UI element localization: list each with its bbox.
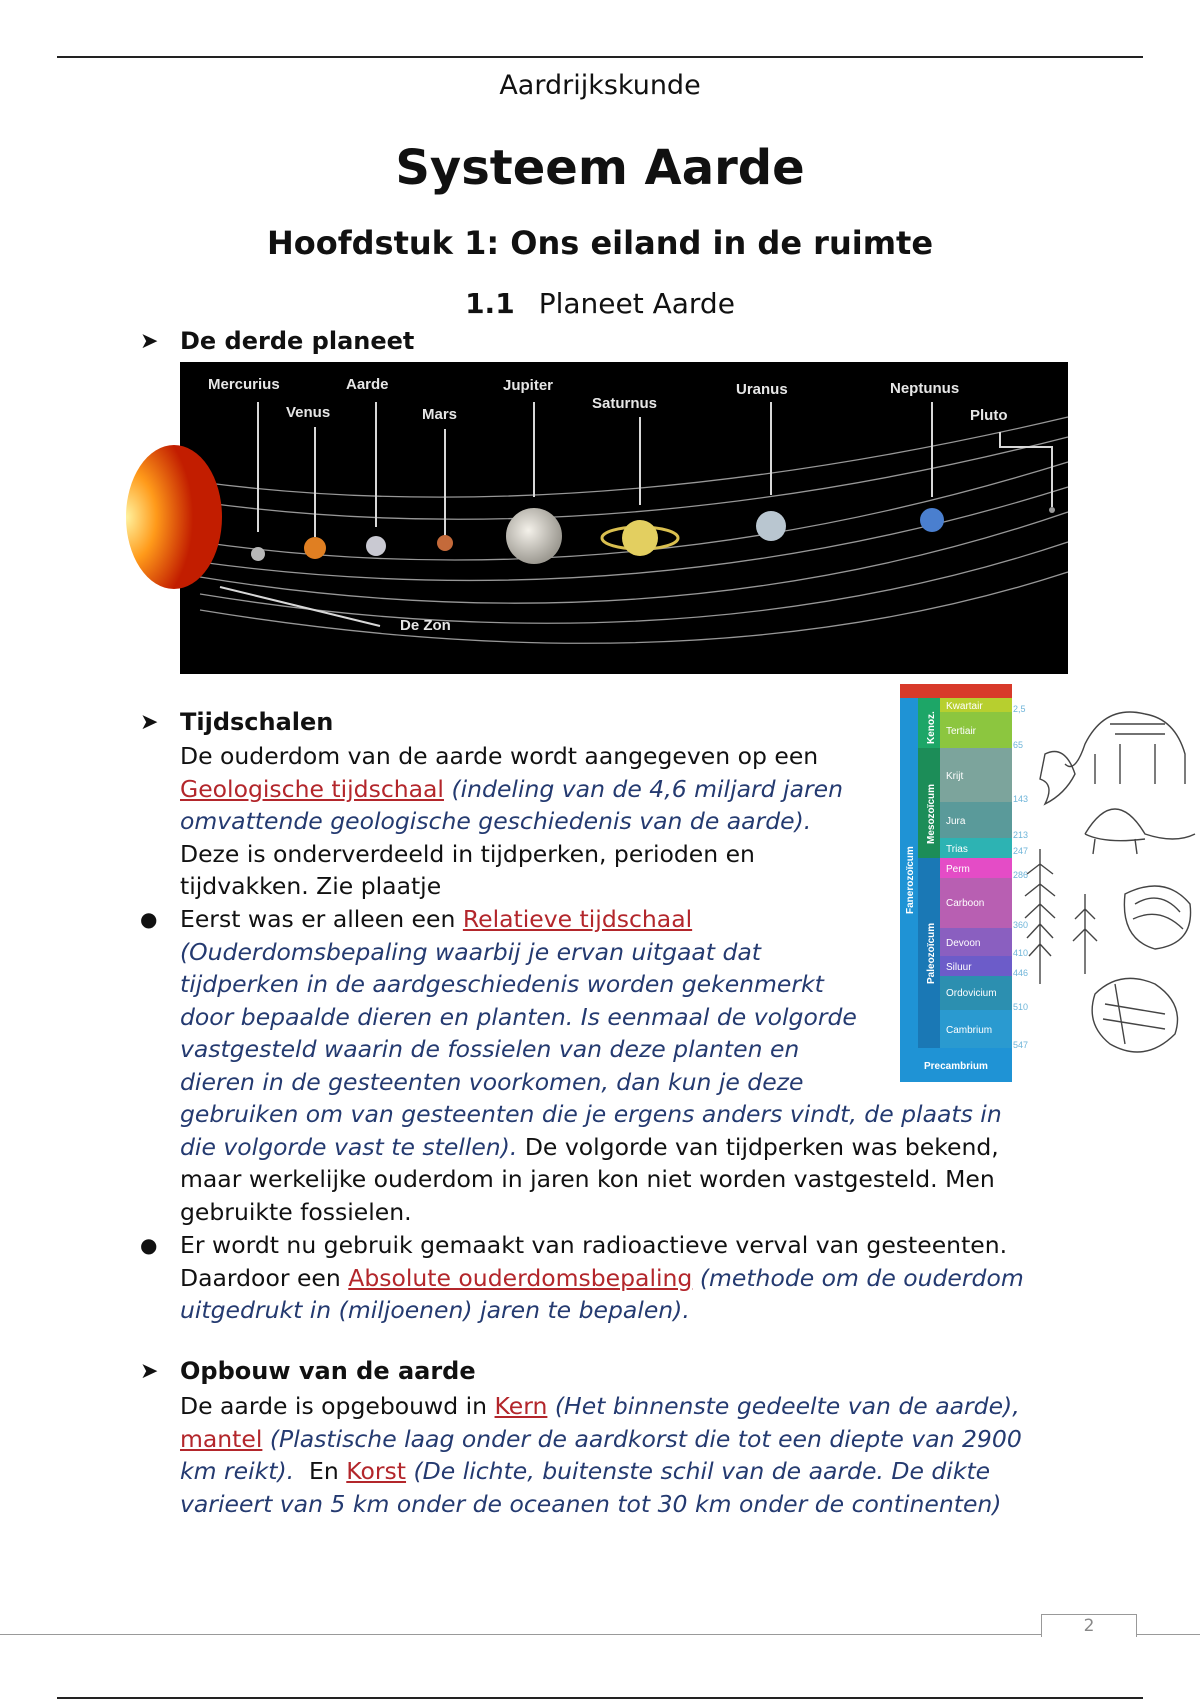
heading-tijdschalen-label: Tijdschalen <box>180 708 334 736</box>
age-4: 247 <box>1013 846 1029 856</box>
def-relatief-3: door bepaalde dieren en planten. Is eenmaal de volgorde <box>180 1002 857 1031</box>
age-1: 65 <box>1013 740 1024 750</box>
heading-opbouw-label: Opbouw van de aarde <box>180 1357 476 1385</box>
age-9: 510 <box>1013 1002 1029 1012</box>
solar-system-illustration <box>180 362 1068 674</box>
label-mars: Mars <box>422 406 458 423</box>
period-carboon: Carboon <box>946 898 985 909</box>
planet-mercurius <box>251 547 265 561</box>
def-relatief-2: tijdperken in de aardgeschiedenis worden gekenmerkt <box>180 970 824 998</box>
period-siluur: Siluur <box>946 962 972 973</box>
header-subject: Aardrijkskunde <box>499 70 701 101</box>
bullet2-lead: Daardoor een <box>180 1263 341 1292</box>
period-perm: Perm <box>946 864 970 875</box>
planet-jupiter <box>506 508 562 564</box>
def-relatief-6: gebruiken om van gesteenten die je ergens anders vindt, de plaats in <box>180 1100 1002 1128</box>
era-kenozoicum: Kenoz. <box>926 711 937 744</box>
age-3: 213 <box>1013 830 1029 840</box>
term-mantel: mantel <box>180 1424 263 1453</box>
label-jupiter: Jupiter <box>503 377 554 394</box>
tijdschalen-intro <box>180 740 900 903</box>
def-geologisch-1: (indeling van de 4,6 miljard jaren <box>451 774 843 803</box>
age-5: 286 <box>1013 870 1029 880</box>
term-kern: Kern <box>494 1392 548 1420</box>
def-kern: (Het binnenste gedeelte van de aarde), <box>554 1392 1020 1420</box>
intro-line: De ouderdom van de aarde wordt aangegeven op een <box>180 742 819 770</box>
eon-precambrium: Precambrium <box>924 1061 988 1072</box>
bullet1-tail-1: De volgorde van tijdperken was bekend, <box>517 1132 999 1161</box>
def-relatief-5: dieren in de gesteenten voorkomen, dan kun je deze <box>180 1067 804 1096</box>
planet-aarde <box>366 536 386 556</box>
label-venus: Venus <box>286 404 331 421</box>
def-relatief-7: die volgorde vast te stellen). <box>180 1132 518 1161</box>
planet-mars <box>437 535 453 551</box>
age-0: 2,5 <box>1013 704 1026 714</box>
period-krijt: Krijt <box>946 771 964 782</box>
section-label: Planeet Aarde <box>538 287 735 320</box>
label-uranus: Uranus <box>736 381 788 398</box>
page-title: Systeem Aarde <box>395 140 805 196</box>
term-geologische-tijdschaal: Geologische tijdschaal <box>180 774 444 803</box>
age-6: 360 <box>1013 920 1029 930</box>
arrow-bullet-icon: ➤ <box>140 1358 159 1384</box>
planet-venus <box>304 537 326 559</box>
period-devoon: Devoon <box>946 938 981 949</box>
bullet1-lead: Eerst was er alleen een <box>180 905 456 933</box>
era-paleozoicum: Paleozoïcum <box>926 922 937 984</box>
bullet1-tail-3: gebruikte fossielen. <box>180 1197 412 1226</box>
label-neptunus: Neptunus <box>890 380 960 397</box>
heading-tijdschalen <box>140 708 333 736</box>
def-relatief-4: vastgesteld waarin de fossielen van deze planten en <box>180 1035 800 1063</box>
solar-system-image <box>180 362 1068 674</box>
period-kwartair: Kwartair <box>946 701 983 712</box>
def-korst-1: (De lichte, buitenste schil van de aarde. De dikte <box>413 1457 991 1485</box>
age-10: 547 <box>1013 1040 1029 1050</box>
planet-neptunus <box>920 508 944 532</box>
mammoth-skeleton-sketch <box>1065 712 1185 784</box>
bullet2-line-1: Er wordt nu gebruik gemaakt van radioactieve verval van gesteenten. <box>180 1231 1008 1259</box>
def-absoluut-2: uitgedrukt in (miljoenen) jaren te bepalen). <box>180 1296 690 1324</box>
def-mantel-2: km reikt). <box>180 1457 295 1485</box>
bullet-relatieve-tijdschaal <box>140 903 1060 1228</box>
period-trias: Trias <box>946 844 968 855</box>
bullet1-tail-2: maar werkelijke ouderdom in jaren kon niet worden vastgesteld. Men <box>180 1165 995 1193</box>
heading-opbouw <box>140 1357 476 1385</box>
term-relatieve-tijdschaal: Relatieve tijdschaal <box>462 905 693 933</box>
heading-derde-planeet-label: De derde planeet <box>180 327 415 355</box>
page-number: 2 <box>1041 1614 1137 1637</box>
header-rule <box>57 56 1143 58</box>
era-mesozoicum: Mesozoïcum <box>926 783 937 844</box>
section-number: 1.1 <box>465 287 515 320</box>
trilobite-sketch <box>1092 978 1177 1052</box>
eon-fanerozoicum: Fanerozoïcum <box>905 846 916 914</box>
planet-pluto <box>1049 507 1055 513</box>
label-pluto: Pluto <box>970 407 1008 424</box>
intro-line: Deze is onderverdeeld in tijdperken, perioden en <box>180 839 755 868</box>
term-korst: Korst <box>346 1457 407 1485</box>
bullet-dot-icon: ● <box>140 1233 158 1257</box>
bullet-absolute-ouderdom <box>140 1229 1060 1327</box>
sun <box>126 445 222 589</box>
def-korst-2: varieert van 5 km onder de oceanen tot 30 km onder de continenten) <box>180 1489 1002 1518</box>
section-title <box>0 287 1200 320</box>
label-saturnus: Saturnus <box>592 395 658 412</box>
heading-derde-planeet <box>140 327 414 355</box>
def-mantel-1: (Plastische laag onder de aardkorst die tot een diepte van 2900 <box>269 1424 1022 1453</box>
intro-line: tijdvakken. Zie plaatje <box>180 872 442 900</box>
def-relatief-1: (Ouderdomsbepaling waarbij je ervan uitgaat dat <box>180 937 762 966</box>
arrow-bullet-icon: ➤ <box>140 328 159 354</box>
age-7: 410 <box>1013 948 1029 958</box>
bird-sketch <box>1040 752 1075 805</box>
planet-saturnus <box>622 520 658 556</box>
def-absoluut-1: (methode om de ouderdom <box>699 1263 1024 1292</box>
bottom-rule <box>57 1697 1143 1699</box>
footer-line <box>0 1634 1200 1635</box>
period-jura: Jura <box>946 816 966 827</box>
def-geologisch-2: omvattende geologische geschiedenis van de aarde). <box>180 807 812 835</box>
period-tertiair: Tertiair <box>946 726 977 737</box>
chapter-title: Hoofdstuk 1: Ons eiland in de ruimte <box>266 224 934 262</box>
term-absolute-ouderdomsbepaling: Absolute ouderdomsbepaling <box>348 1263 693 1292</box>
planet-uranus <box>756 511 786 541</box>
opbouw-paragraph <box>180 1390 1080 1520</box>
bullet-dot-icon: ● <box>140 907 158 931</box>
dimetrodon-sketch <box>1085 809 1195 854</box>
ammonite-sketch <box>1124 886 1190 949</box>
age-2: 143 <box>1013 794 1029 804</box>
opbouw-en: En <box>309 1457 339 1485</box>
period-cambrium: Cambrium <box>946 1025 993 1036</box>
label-zon: De Zon <box>400 617 451 634</box>
label-aarde: Aarde <box>346 376 389 393</box>
arrow-bullet-icon: ➤ <box>140 709 159 735</box>
age-8: 446 <box>1013 968 1029 978</box>
label-mercurius: Mercurius <box>208 376 280 393</box>
period-ordovicium: Ordovicium <box>946 988 997 999</box>
opbouw-lead: De aarde is opgebouwd in <box>180 1392 488 1420</box>
